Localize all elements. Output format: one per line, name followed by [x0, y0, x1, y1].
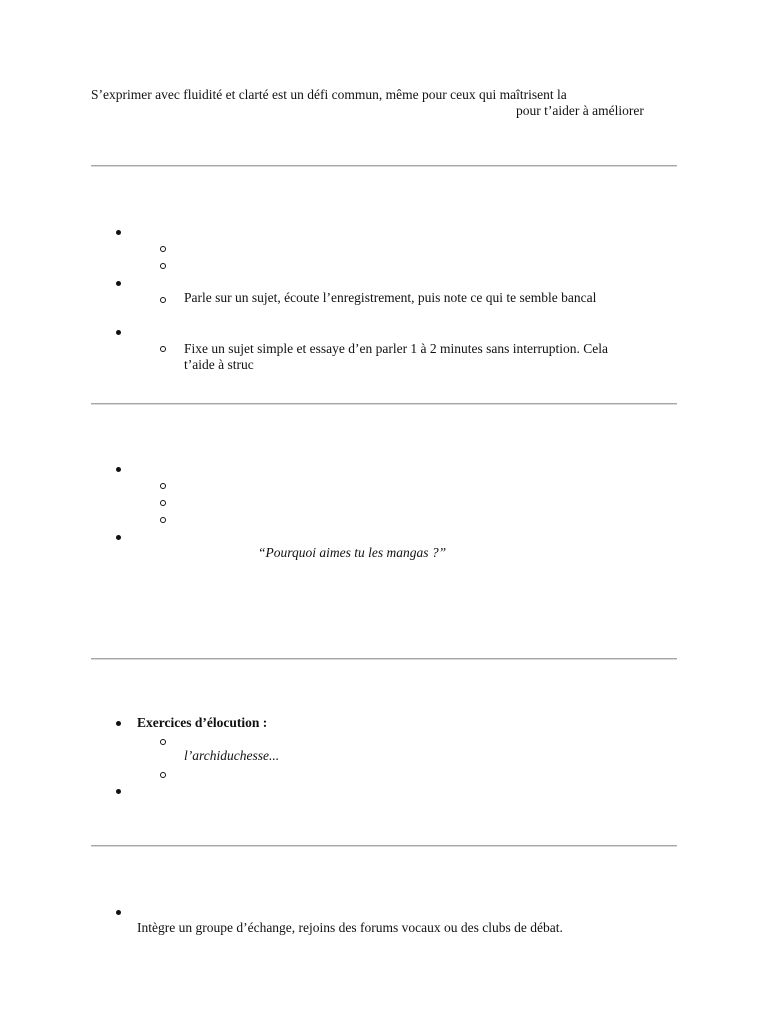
list-item-text: t’aide à struc — [184, 357, 254, 372]
bullet-marker — [116, 281, 121, 286]
bullet-marker — [116, 230, 121, 235]
intro-line-2: pour t’aider à améliorer — [516, 103, 644, 118]
sub-bullet-marker — [160, 246, 166, 252]
section-divider-1 — [91, 165, 677, 167]
sub-bullet-marker — [160, 739, 166, 745]
bullet-marker — [116, 535, 121, 540]
list-item-text: Parle sur un sujet, écoute l’enregistrement, puis note ce qui te semble bancal — [184, 290, 597, 305]
sub-bullet-marker — [160, 500, 166, 506]
list-item-text: l’archiduchesse... — [184, 748, 280, 763]
bullet-marker — [116, 721, 121, 726]
bullet-marker — [116, 910, 121, 915]
intro-line-1: S’exprimer avec fluidité et clarté est un défi commun, même pour ceux qui maîtrisent la — [91, 87, 567, 102]
sub-bullet-marker — [160, 517, 166, 523]
sub-bullet-marker — [160, 346, 166, 352]
bullet-marker — [116, 789, 121, 794]
sub-bullet-marker — [160, 297, 166, 303]
section-divider-4 — [91, 845, 677, 847]
section-divider-3 — [91, 658, 677, 660]
sub-bullet-marker — [160, 772, 166, 778]
list-item-text: Intègre un groupe d’échange, rejoins des forums vocaux ou des clubs de débat. — [137, 920, 563, 935]
section-divider-2 — [91, 403, 677, 405]
list-item-label: Exercices d’élocution : — [137, 715, 268, 730]
bullet-marker — [116, 330, 121, 335]
quote-text: “Pourquoi aimes tu les mangas ?” — [258, 545, 447, 560]
list-item-text: Fixe un sujet simple et essaye d’en parler 1 à 2 minutes sans interruption. Cela — [184, 341, 609, 356]
sub-bullet-marker — [160, 263, 166, 269]
bullet-marker — [116, 467, 121, 472]
sub-bullet-marker — [160, 483, 166, 489]
